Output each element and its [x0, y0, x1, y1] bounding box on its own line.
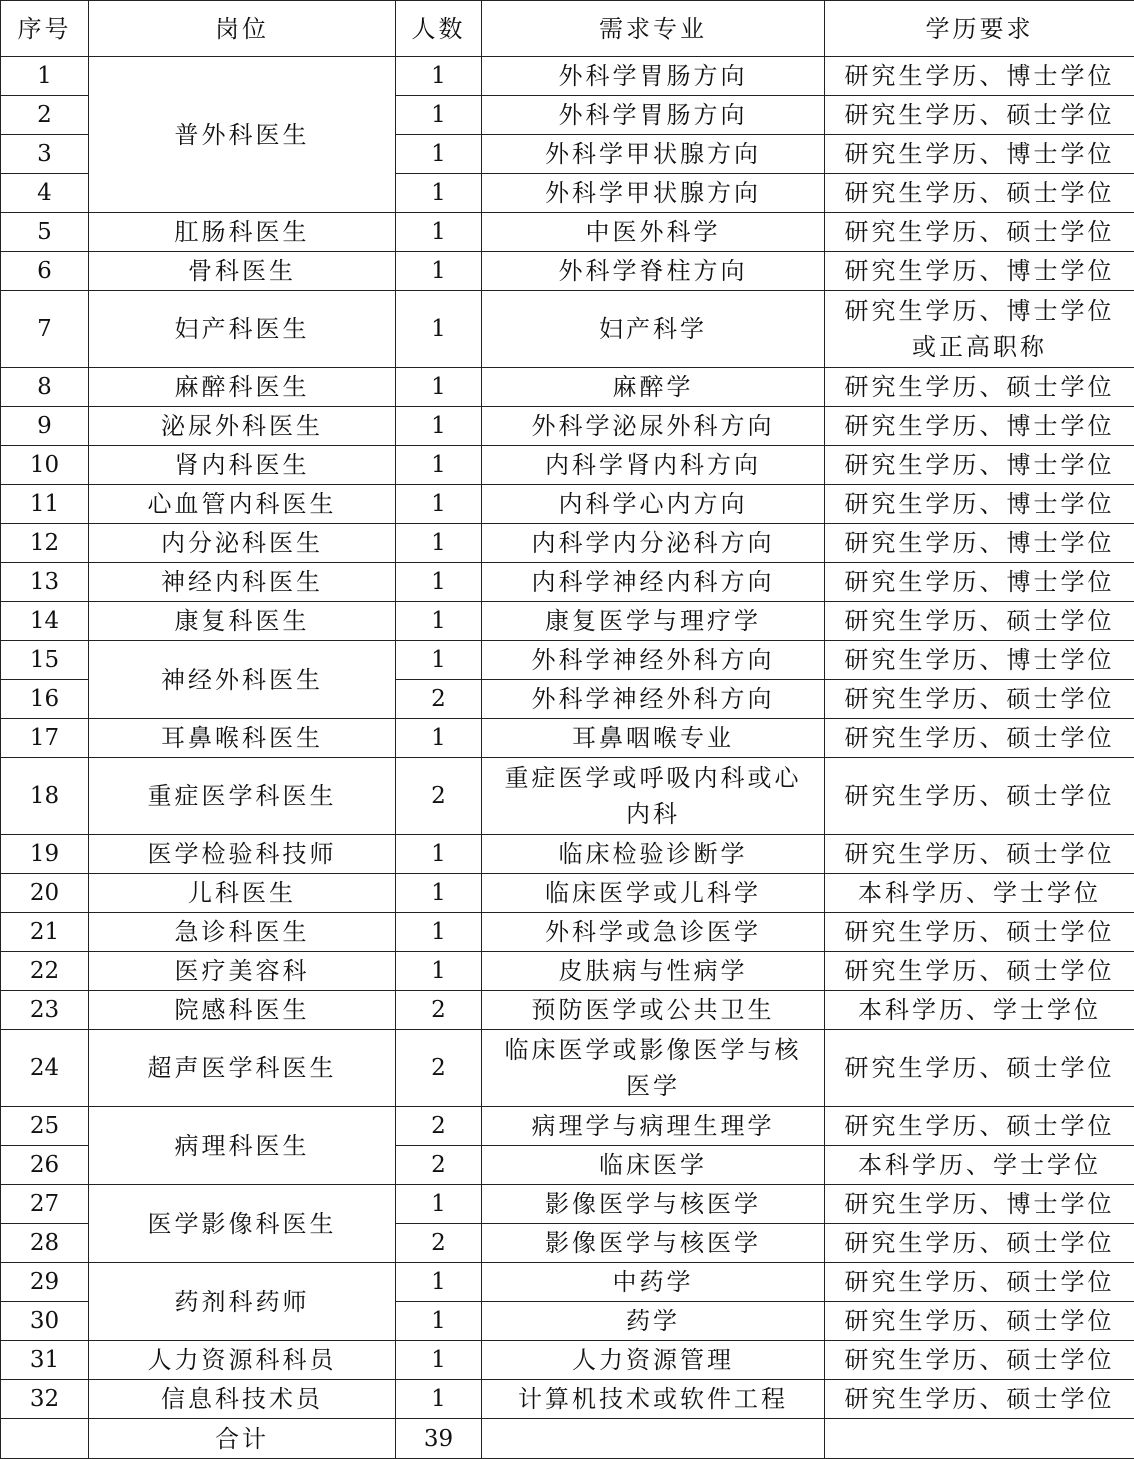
header-no: 序号: [1, 1, 89, 57]
row-count: 2: [396, 758, 482, 835]
total-count: 39: [396, 1419, 482, 1459]
row-no: 27: [1, 1185, 89, 1224]
row-count: 1: [396, 291, 482, 368]
row-count: 1: [396, 485, 482, 524]
row-no: 21: [1, 913, 89, 952]
row-count: 1: [396, 174, 482, 213]
row-post: 肛肠科医生: [89, 213, 396, 252]
row-no: 11: [1, 485, 89, 524]
row-post: 病理科医生: [89, 1107, 396, 1185]
table-row: [1, 952, 1134, 991]
row-education: 研究生学历、硕士学位: [825, 602, 1134, 641]
row-count: 1: [396, 835, 482, 874]
row-major: 外科学或急诊医学: [482, 913, 825, 952]
row-major-line2: 内科: [486, 796, 820, 832]
row-education: 研究生学历、硕士学位: [825, 835, 1134, 874]
row-education-line2: 或正高职称: [829, 329, 1130, 365]
row-education-line1: 研究生学历、博士学位: [829, 293, 1130, 329]
row-count: 1: [396, 524, 482, 563]
row-count: 1: [396, 252, 482, 291]
row-education: 本科学历、学士学位: [825, 1146, 1134, 1185]
row-post: 重症医学科医生: [89, 758, 396, 835]
row-major: 人力资源管理: [482, 1341, 825, 1380]
row-education: 研究生学历、硕士学位: [825, 952, 1134, 991]
row-major: 麻醉学: [482, 368, 825, 407]
row-education: 研究生学历、硕士学位: [825, 719, 1134, 758]
table-row: [1, 485, 1134, 524]
row-major: 康复医学与理疗学: [482, 602, 825, 641]
row-education: 研究生学历、博士学位: [825, 1185, 1134, 1224]
row-no: 28: [1, 1224, 89, 1263]
row-count: 2: [396, 680, 482, 719]
row-no: 22: [1, 952, 89, 991]
row-post: 肾内科医生: [89, 446, 396, 485]
row-major: 内科学内分泌科方向: [482, 524, 825, 563]
total-education-empty: [825, 1419, 1134, 1459]
row-major: 中药学: [482, 1263, 825, 1302]
row-count: 1: [396, 641, 482, 680]
row-education: 研究生学历、硕士学位: [825, 213, 1134, 252]
table-row: [1, 1107, 1134, 1146]
row-post: 人力资源科科员: [89, 1341, 396, 1380]
row-major-line2: 医学: [486, 1068, 820, 1104]
row-major: 药学: [482, 1302, 825, 1341]
row-post: 超声医学科医生: [89, 1030, 396, 1107]
row-post: 信息科技术员: [89, 1380, 396, 1419]
row-education: 研究生学历、硕士学位: [825, 1107, 1134, 1146]
row-no: 30: [1, 1302, 89, 1341]
row-major: 外科学胃肠方向: [482, 57, 825, 96]
row-count: 1: [396, 1185, 482, 1224]
table-row: [1, 991, 1134, 1030]
row-no: 17: [1, 719, 89, 758]
total-label: 合计: [89, 1419, 396, 1459]
row-no: 12: [1, 524, 89, 563]
row-major: 外科学神经外科方向: [482, 641, 825, 680]
row-post: 院感科医生: [89, 991, 396, 1030]
row-post: 普外科医生: [89, 57, 396, 213]
row-education: 研究生学历、硕士学位: [825, 758, 1134, 835]
row-post: 心血管内科医生: [89, 485, 396, 524]
row-major: 外科学甲状腺方向: [482, 135, 825, 174]
row-no: 13: [1, 563, 89, 602]
row-major: 耳鼻咽喉专业: [482, 719, 825, 758]
row-education: 研究生学历、博士学位: [825, 563, 1134, 602]
table-row: [1, 57, 1134, 96]
table-row: [1, 758, 1134, 835]
table-row: [1, 719, 1134, 758]
row-no: 5: [1, 213, 89, 252]
row-major-line1: 临床医学或影像医学与核: [486, 1032, 820, 1068]
row-post: 麻醉科医生: [89, 368, 396, 407]
table-row: [1, 213, 1134, 252]
row-post: 泌尿外科医生: [89, 407, 396, 446]
row-major: 外科学甲状腺方向: [482, 174, 825, 213]
row-count: 1: [396, 57, 482, 96]
table-row: [1, 913, 1134, 952]
row-education: 研究生学历、硕士学位: [825, 96, 1134, 135]
row-no: 19: [1, 835, 89, 874]
table-row: [1, 368, 1134, 407]
table-row: [1, 1030, 1134, 1107]
row-major: 外科学神经外科方向: [482, 680, 825, 719]
table-row: [1, 524, 1134, 563]
row-education: 研究生学历、硕士学位: [825, 1341, 1134, 1380]
row-major: 外科学脊柱方向: [482, 252, 825, 291]
row-count: 2: [396, 991, 482, 1030]
table-row: [1, 407, 1134, 446]
row-count: 1: [396, 1380, 482, 1419]
row-no: 24: [1, 1030, 89, 1107]
row-post: 神经外科医生: [89, 641, 396, 719]
row-education: 研究生学历、硕士学位: [825, 1224, 1134, 1263]
row-post: 妇产科医生: [89, 291, 396, 368]
header-education: 学历要求: [825, 1, 1134, 57]
row-no: 32: [1, 1380, 89, 1419]
row-count: 1: [396, 1341, 482, 1380]
table-row: [1, 291, 1134, 368]
row-post: 耳鼻喉科医生: [89, 719, 396, 758]
header-post: 岗位: [89, 1, 396, 57]
header-count: 人数: [396, 1, 482, 57]
row-no: 31: [1, 1341, 89, 1380]
row-post: 康复科医生: [89, 602, 396, 641]
row-post: 急诊科医生: [89, 913, 396, 952]
row-count: 1: [396, 563, 482, 602]
row-post: 骨科医生: [89, 252, 396, 291]
row-major: 内科学神经内科方向: [482, 563, 825, 602]
row-no: 2: [1, 96, 89, 135]
row-education: 研究生学历、博士学位: [825, 135, 1134, 174]
row-major: 外科学胃肠方向: [482, 96, 825, 135]
row-major: 妇产科学: [482, 291, 825, 368]
row-major: 皮肤病与性病学: [482, 952, 825, 991]
row-no: 29: [1, 1263, 89, 1302]
row-count: 1: [396, 602, 482, 641]
row-post: 医疗美容科: [89, 952, 396, 991]
row-major: 中医外科学: [482, 213, 825, 252]
header-major: 需求专业: [482, 1, 825, 57]
row-count: 1: [396, 407, 482, 446]
row-no: 25: [1, 1107, 89, 1146]
row-no: 26: [1, 1146, 89, 1185]
row-education: 本科学历、学士学位: [825, 874, 1134, 913]
row-post: 医学影像科医生: [89, 1185, 396, 1263]
row-education: 研究生学历、硕士学位: [825, 1263, 1134, 1302]
row-education: 研究生学历、博士学位: [825, 485, 1134, 524]
row-major: 临床检验诊断学: [482, 835, 825, 874]
total-no-empty: [1, 1419, 89, 1459]
row-education: 研究生学历、硕士学位: [825, 913, 1134, 952]
row-count: 1: [396, 213, 482, 252]
row-no: 9: [1, 407, 89, 446]
row-education: 研究生学历、硕士学位: [825, 368, 1134, 407]
row-no: 1: [1, 57, 89, 96]
row-no: 18: [1, 758, 89, 835]
row-major: 外科学泌尿外科方向: [482, 407, 825, 446]
row-education: 研究生学历、硕士学位: [825, 1030, 1134, 1107]
row-post: 儿科医生: [89, 874, 396, 913]
table-row: [1, 1263, 1134, 1302]
row-count: 1: [396, 913, 482, 952]
row-major: 病理学与病理生理学: [482, 1107, 825, 1146]
row-post: 神经内科医生: [89, 563, 396, 602]
row-education: 研究生学历、博士学位: [825, 252, 1134, 291]
row-education: 研究生学历、博士学位: [825, 446, 1134, 485]
row-major: 影像医学与核医学: [482, 1185, 825, 1224]
row-education: 研究生学历、硕士学位: [825, 1302, 1134, 1341]
row-count: 1: [396, 1263, 482, 1302]
table-row: [1, 602, 1134, 641]
row-education: 研究生学历、博士学位: [825, 524, 1134, 563]
row-no: 10: [1, 446, 89, 485]
row-count: 1: [396, 874, 482, 913]
row-no: 23: [1, 991, 89, 1030]
total-row: [1, 1419, 1134, 1459]
row-major: [482, 758, 825, 835]
row-count: 1: [396, 719, 482, 758]
row-education: 研究生学历、博士学位: [825, 57, 1134, 96]
row-education: 本科学历、学士学位: [825, 991, 1134, 1030]
table-row: [1, 641, 1134, 680]
row-post: 内分泌科医生: [89, 524, 396, 563]
row-no: 20: [1, 874, 89, 913]
row-count: 1: [396, 96, 482, 135]
row-count: 2: [396, 1030, 482, 1107]
row-major: 计算机技术或软件工程: [482, 1380, 825, 1419]
row-count: 1: [396, 446, 482, 485]
row-no: 15: [1, 641, 89, 680]
row-education: 研究生学历、博士学位: [825, 641, 1134, 680]
row-major: 预防医学或公共卫生: [482, 991, 825, 1030]
table-row: [1, 874, 1134, 913]
row-count: 2: [396, 1107, 482, 1146]
row-count: 1: [396, 1302, 482, 1341]
row-major: 影像医学与核医学: [482, 1224, 825, 1263]
table-row: [1, 1341, 1134, 1380]
table-row: [1, 563, 1134, 602]
table-row: [1, 1185, 1134, 1224]
table-row: [1, 252, 1134, 291]
row-count: 1: [396, 135, 482, 174]
table-row: [1, 835, 1134, 874]
table-row: [1, 1380, 1134, 1419]
row-education: [825, 291, 1134, 368]
row-education: 研究生学历、硕士学位: [825, 680, 1134, 719]
row-count: 2: [396, 1224, 482, 1263]
row-post: 医学检验科技师: [89, 835, 396, 874]
row-count: 2: [396, 1146, 482, 1185]
header-row: [1, 1, 1134, 57]
row-major: 内科学心内方向: [482, 485, 825, 524]
row-post: 药剂科药师: [89, 1263, 396, 1341]
row-count: 1: [396, 952, 482, 991]
row-no: 4: [1, 174, 89, 213]
row-no: 7: [1, 291, 89, 368]
row-major: 临床医学或儿科学: [482, 874, 825, 913]
row-major: [482, 1030, 825, 1107]
row-major-line1: 重症医学或呼吸内科或心: [486, 760, 820, 796]
row-education: 研究生学历、硕士学位: [825, 174, 1134, 213]
row-no: 14: [1, 602, 89, 641]
row-no: 3: [1, 135, 89, 174]
row-no: 6: [1, 252, 89, 291]
row-count: 1: [396, 368, 482, 407]
row-no: 8: [1, 368, 89, 407]
row-education: 研究生学历、硕士学位: [825, 1380, 1134, 1419]
row-major: 临床医学: [482, 1146, 825, 1185]
total-major-empty: [482, 1419, 825, 1459]
table-row: [1, 446, 1134, 485]
row-major: 内科学肾内科方向: [482, 446, 825, 485]
row-no: 16: [1, 680, 89, 719]
row-education: 研究生学历、博士学位: [825, 407, 1134, 446]
